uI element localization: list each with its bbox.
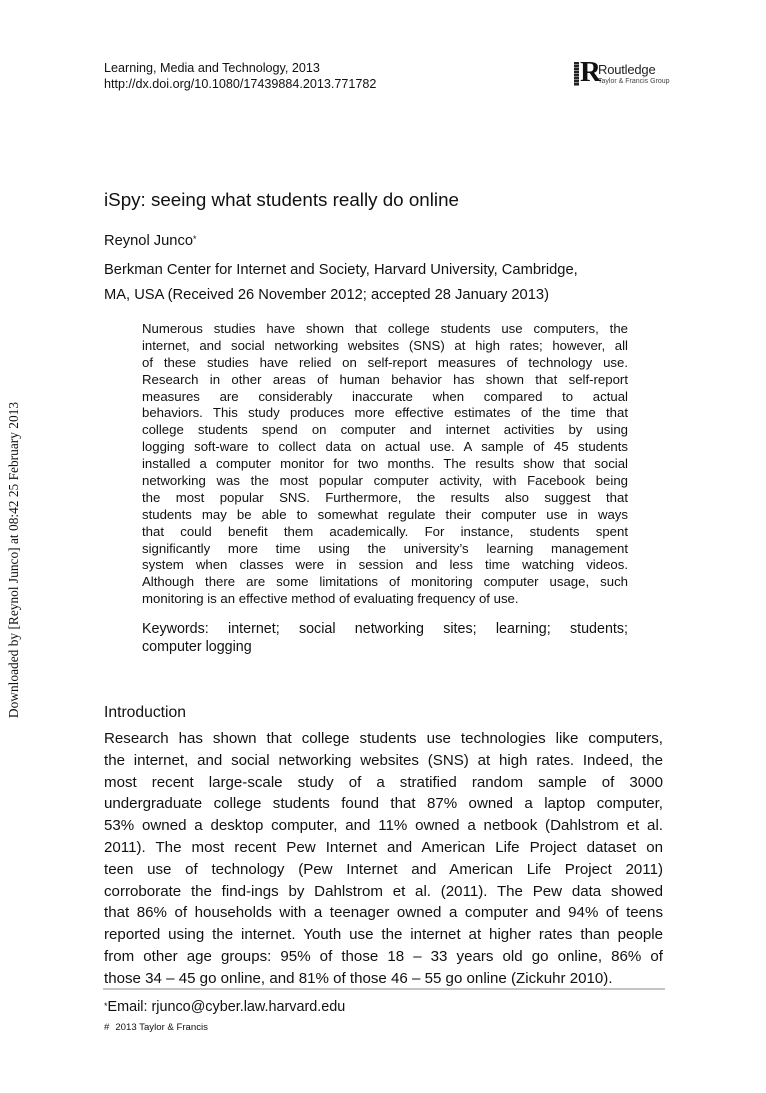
footnote <box>104 998 345 1016</box>
logo-strip-decoration <box>574 62 579 86</box>
abstract-line: Numerous studies have shown that college students use computers, the <box>142 321 628 336</box>
abstract <box>142 321 628 608</box>
abstract-line: Although there are some limitations of monitoring computer usage, such <box>142 574 628 590</box>
author-footnote-mark[interactable]: * <box>193 234 197 244</box>
body-line: that 86% of households with a teenager owned a computer and 94% of teens <box>104 904 663 922</box>
keywords <box>142 620 628 656</box>
keywords-line: Keywords: internet; social networking sites; learning; students; <box>142 621 628 637</box>
journal-citation: Learning, Media and Technology, 2013 <box>104 61 320 75</box>
doi-link[interactable]: http://dx.doi.org/10.1080/17439884.2013.771782 <box>104 77 377 91</box>
abstract-line: networking was the most popular computer activity, with Facebook being <box>142 473 628 489</box>
copyright-line <box>104 1022 208 1034</box>
logo-r-glyph: R <box>580 56 601 88</box>
body-line: 2011). The most recent Pew Internet and American Life Project dataset on <box>104 838 663 856</box>
affiliation-line: Berkman Center for Internet and Society, Harvard University, Cambridge, <box>104 262 578 278</box>
publisher-subtitle: Taylor & Francis Group <box>598 78 670 85</box>
article-title: iSpy: seeing what students really do online <box>104 189 459 210</box>
section-heading-introduction: Introduction <box>104 704 186 721</box>
keywords-line: computer logging <box>142 639 252 655</box>
body-line: most recent large-scale study of a stratified random sample of 3000 <box>104 773 663 791</box>
affiliation-line: MA, USA (Received 26 November 2012; accepted 28 January 2013) <box>104 286 549 303</box>
affiliation <box>104 258 664 307</box>
abstract-line: logging soft-ware to collect data on actual use. A sample of 45 students <box>142 439 628 455</box>
abstract-line: monitoring is an effective method of evaluating frequency of use. <box>142 591 519 607</box>
footnote-email[interactable]: Email: rjunco@cyber.law.harvard.edu <box>107 999 346 1015</box>
introduction-body <box>104 728 663 990</box>
footnote-mark: * <box>104 1001 108 1011</box>
abstract-line: behaviors. This study produces more effective estimates of the time that <box>142 405 628 421</box>
copyright-symbol: # <box>104 1022 110 1033</box>
author-name: Reynol Junco <box>104 233 193 249</box>
body-line: the internet, and social networking websites (SNS) at high rates. Indeed, the <box>104 751 663 769</box>
abstract-line: measures are considerably inaccurate when compared to actual <box>142 388 628 404</box>
body-line: reported using the internet. Youth use the internet at higher rates than people <box>104 926 663 944</box>
abstract-line: system when classes were in session and less time watching videos. <box>142 557 628 573</box>
footnote-divider <box>103 988 665 990</box>
abstract-line: significantly more time using the university’s learning management <box>142 540 628 556</box>
abstract-line: the most popular SNS. Furthermore, the results also suggest that <box>142 489 628 505</box>
routledge-r-logo-icon <box>574 56 601 88</box>
copyright-text: 2013 Taylor & Francis <box>115 1022 208 1033</box>
author-line <box>104 232 197 250</box>
journal-header <box>104 60 376 92</box>
abstract-line: that could benefit them academically. For instance, students spent <box>142 523 628 539</box>
publisher-name: Routledge <box>598 62 656 77</box>
body-line: those 34 – 45 go online, and 81% of those 46 – 55 go online (Zickuhr 2010). <box>104 969 613 987</box>
abstract-line: students may be able to somewhat regulate their computer use in ways <box>142 506 628 522</box>
body-line: undergraduate college students found that 87% owned a laptop computer, <box>104 795 663 813</box>
body-line: from other age groups: 95% of those 18 – 33 years old go online, 86% of <box>104 947 663 965</box>
abstract-line: internet, and social networking websites (SNS) at high rates; however, all <box>142 337 628 353</box>
abstract-line: of these studies have relied on self-report measures of technology use. <box>142 354 628 370</box>
publisher-logo <box>574 56 670 88</box>
body-line: 53% owned a desktop computer, and 11% owned a netbook (Dahlstrom et al. <box>104 817 663 835</box>
abstract-line: installed a computer monitor for two months. The results show that social <box>142 456 628 472</box>
body-line: Research has shown that college students use technologies like computers, <box>104 730 663 747</box>
body-line: corroborate the find-ings by Dahlstrom et al. (2011). The Pew data showed <box>104 882 663 900</box>
body-line: teen use of technology (Pew Internet and American Life Project 2011) <box>104 860 663 878</box>
download-stamp: Downloaded by [Reynol Junco] at 08:42 25 February 2013 <box>6 401 21 719</box>
abstract-line: college students spend on computer and internet activities by using <box>142 422 628 438</box>
publisher-logo-text <box>598 63 670 85</box>
abstract-line: Research in other areas of human behavior has shown that self-report <box>142 371 628 387</box>
